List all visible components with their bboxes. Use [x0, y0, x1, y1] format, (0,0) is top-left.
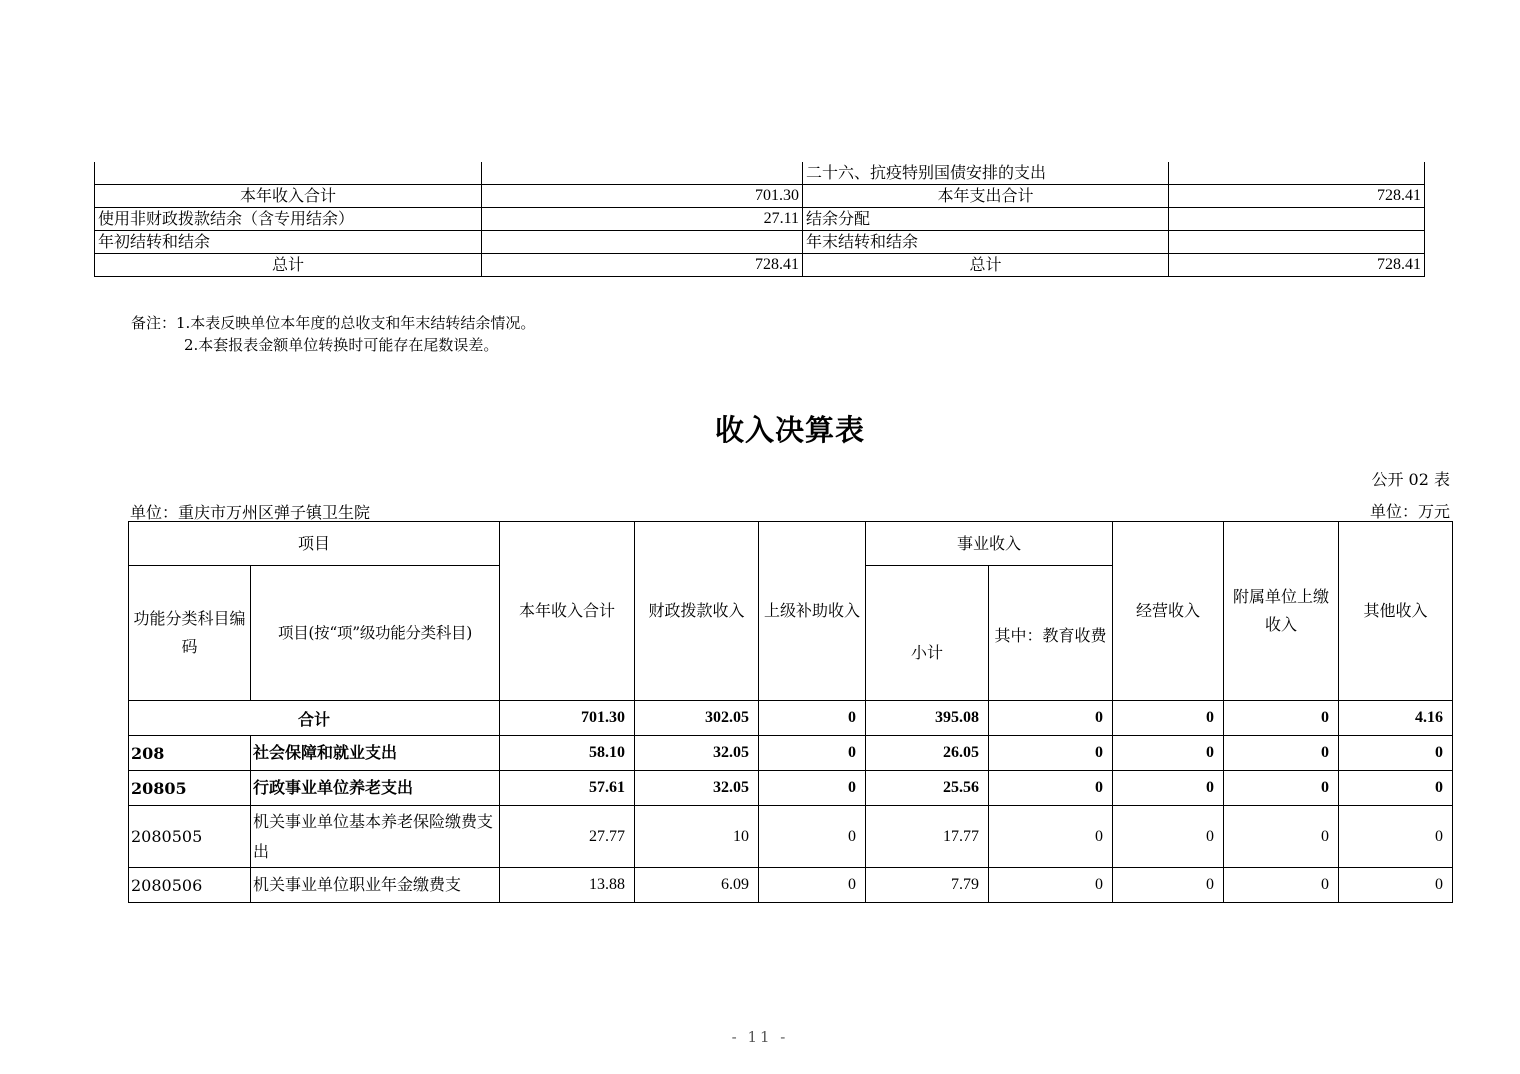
summary-row — [95, 162, 1425, 185]
header-operating: 经营收入 — [1113, 522, 1224, 701]
total-value: 0 — [759, 701, 866, 736]
table-row — [129, 736, 1453, 771]
note-line-1: 备注：1.本表反映单位本年度的总收支和年末结转结余情况。 — [131, 314, 536, 332]
summary-right-label: 二十六、抗疫特别国债安排的支出 — [803, 162, 1169, 185]
summary-row — [95, 254, 1425, 277]
total-value: 395.08 — [866, 701, 989, 736]
row-value: 0 — [989, 771, 1113, 806]
row-value: 6.09 — [635, 868, 759, 903]
summary-left-value — [482, 162, 803, 185]
row-value: 0 — [989, 806, 1113, 868]
summary-left-label: 本年收入合计 — [95, 185, 482, 208]
summary-right-value — [1169, 208, 1425, 231]
header-project: 项目 — [129, 522, 500, 566]
currency-unit: 单位：万元 — [1369, 502, 1450, 521]
header-subtotal: 小计 — [866, 566, 989, 701]
summary-right-label: 总计 — [803, 254, 1169, 277]
row-value: 13.88 — [500, 868, 635, 903]
summary-left-label: 使用非财政拨款结余（含专用结余） — [95, 208, 482, 231]
income-table — [128, 521, 1453, 903]
summary-right-value: 728.41 — [1169, 185, 1425, 208]
row-value: 10 — [635, 806, 759, 868]
header-superior: 上级补助收入 — [759, 522, 866, 701]
row-value: 26.05 — [866, 736, 989, 771]
row-value: 0 — [759, 771, 866, 806]
table-row — [129, 868, 1453, 903]
page-number: - 11 - — [731, 1028, 789, 1046]
summary-right-value: 728.41 — [1169, 254, 1425, 277]
header-func-code: 功能分类科目编码 — [129, 566, 251, 701]
row-code: 208 — [129, 736, 251, 771]
row-name: 行政事业单位养老支出 — [251, 771, 500, 806]
total-value: 302.05 — [635, 701, 759, 736]
row-value: 17.77 — [866, 806, 989, 868]
summary-table — [94, 162, 1425, 277]
row-value: 27.77 — [500, 806, 635, 868]
header-affiliated: 附属单位上缴收入 — [1224, 522, 1339, 701]
row-value: 32.05 — [635, 771, 759, 806]
header-row — [129, 522, 1453, 566]
summary-left-value: 728.41 — [482, 254, 803, 277]
row-value: 0 — [1339, 868, 1453, 903]
total-value: 0 — [1224, 701, 1339, 736]
row-value: 0 — [1113, 806, 1224, 868]
row-value: 0 — [759, 806, 866, 868]
row-value: 32.05 — [635, 736, 759, 771]
row-value: 0 — [759, 868, 866, 903]
summary-row — [95, 231, 1425, 254]
header-fiscal: 财政拨款收入 — [635, 522, 759, 701]
unit-name: 单位：重庆市万州区弹子镇卫生院 — [130, 503, 371, 522]
page-title: 收入决算表 — [714, 413, 865, 447]
summary-right-label: 结余分配 — [803, 208, 1169, 231]
row-value: 0 — [1224, 806, 1339, 868]
row-value: 25.56 — [866, 771, 989, 806]
table-row — [129, 771, 1453, 806]
table-row — [129, 806, 1453, 868]
row-code: 2080506 — [129, 868, 251, 903]
row-value: 58.10 — [500, 736, 635, 771]
row-value: 0 — [1339, 771, 1453, 806]
header-other: 其他收入 — [1339, 522, 1453, 701]
summary-row — [95, 185, 1425, 208]
header-project-name: 项目(按“项”级功能分类科目) — [251, 566, 500, 701]
total-label: 合计 — [129, 701, 500, 736]
note-line-2: 2.本套报表金额单位转换时可能存在尾数误差。 — [184, 336, 499, 354]
total-value: 701.30 — [500, 701, 635, 736]
summary-left-value — [482, 231, 803, 254]
summary-left-value: 701.30 — [482, 185, 803, 208]
row-value: 0 — [1113, 868, 1224, 903]
summary-right-value — [1169, 231, 1425, 254]
total-value: 4.16 — [1339, 701, 1453, 736]
summary-row — [95, 208, 1425, 231]
row-name: 机关事业单位基本养老保险缴费支出 — [251, 806, 500, 868]
total-value: 0 — [989, 701, 1113, 736]
row-value: 0 — [759, 736, 866, 771]
header-total: 本年收入合计 — [500, 522, 635, 701]
summary-left-value: 27.11 — [482, 208, 803, 231]
header-business: 事业收入 — [866, 522, 1113, 566]
total-row — [129, 701, 1453, 736]
header-education: 其中：教育收费 — [989, 566, 1113, 701]
row-value: 7.79 — [866, 868, 989, 903]
row-value: 0 — [989, 736, 1113, 771]
row-value: 0 — [1339, 806, 1453, 868]
row-value: 0 — [1113, 736, 1224, 771]
row-value: 0 — [989, 868, 1113, 903]
row-code: 20805 — [129, 771, 251, 806]
row-value: 57.61 — [500, 771, 635, 806]
row-value: 0 — [1113, 771, 1224, 806]
summary-right-value — [1169, 162, 1425, 185]
table-code: 公开 02 表 — [1371, 470, 1450, 489]
row-value: 0 — [1224, 736, 1339, 771]
row-value: 0 — [1224, 868, 1339, 903]
row-name: 社会保障和就业支出 — [251, 736, 500, 771]
row-value: 0 — [1224, 771, 1339, 806]
summary-right-label: 年末结转和结余 — [803, 231, 1169, 254]
summary-right-label: 本年支出合计 — [803, 185, 1169, 208]
row-code: 2080505 — [129, 806, 251, 868]
total-value: 0 — [1113, 701, 1224, 736]
summary-left-label: 年初结转和结余 — [95, 231, 482, 254]
row-value: 0 — [1339, 736, 1453, 771]
summary-left-label — [95, 162, 482, 185]
row-name: 机关事业单位职业年金缴费支 — [251, 868, 500, 903]
summary-left-label: 总计 — [95, 254, 482, 277]
